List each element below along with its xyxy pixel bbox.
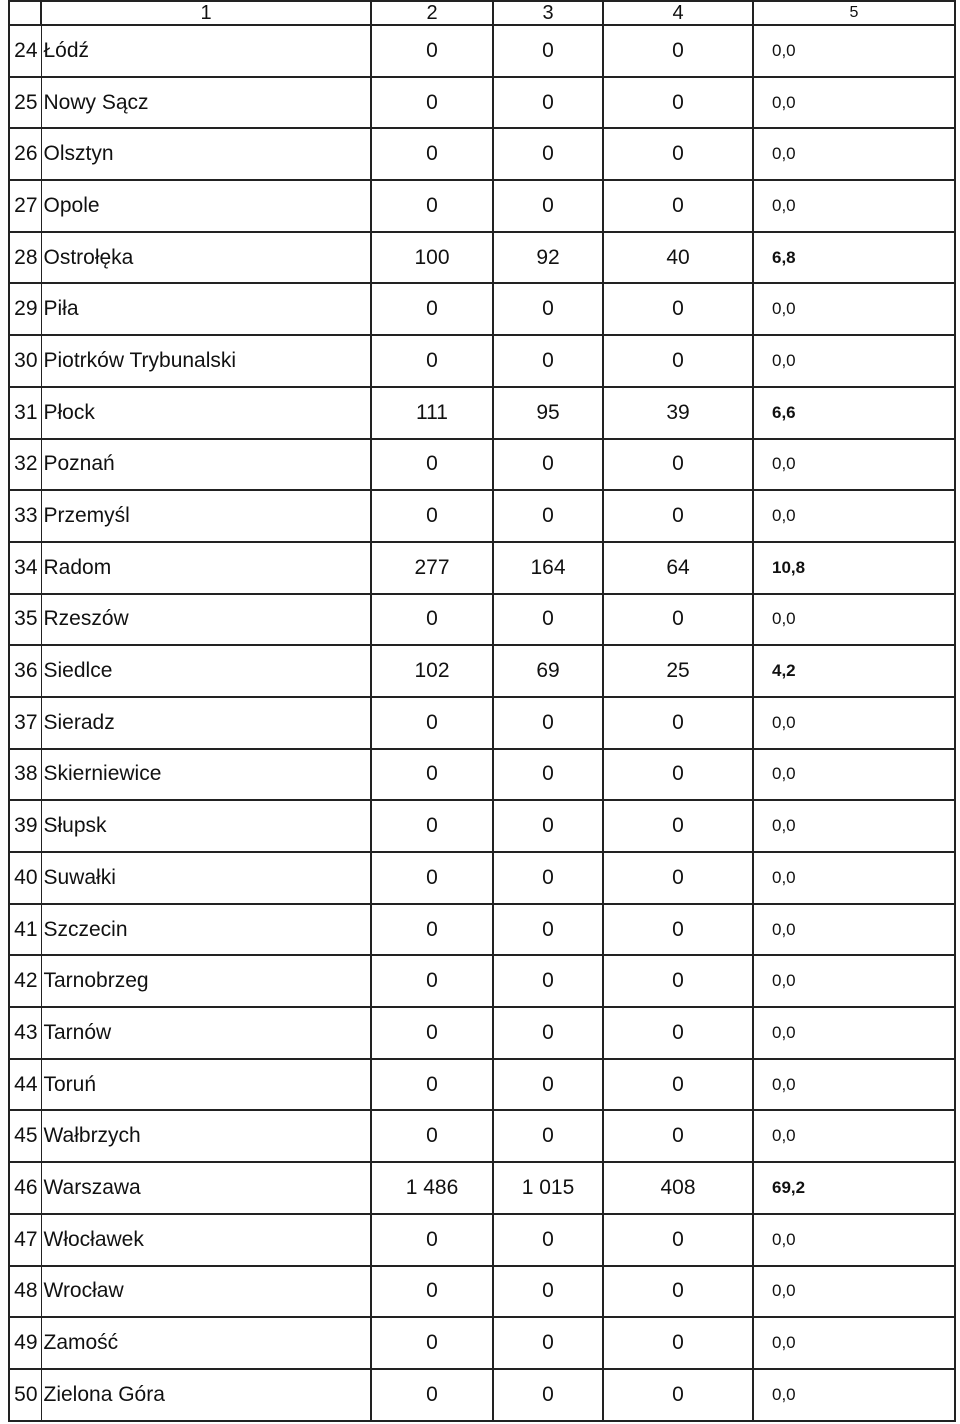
value-col-4: 0 bbox=[603, 335, 753, 387]
row-number: 39 bbox=[9, 800, 41, 852]
value-col-2: 0 bbox=[371, 25, 493, 77]
value-col-3: 0 bbox=[493, 128, 603, 180]
value-col-5: 0,0 bbox=[753, 335, 955, 387]
value-col-2: 0 bbox=[371, 904, 493, 956]
value-col-4: 0 bbox=[603, 490, 753, 542]
row-number: 43 bbox=[9, 1007, 41, 1059]
value-col-3: 95 bbox=[493, 387, 603, 439]
row-number: 33 bbox=[9, 490, 41, 542]
header-col-3: 3 bbox=[493, 1, 603, 25]
value-col-4: 408 bbox=[603, 1162, 753, 1214]
value-col-4: 0 bbox=[603, 749, 753, 801]
value-col-2: 0 bbox=[371, 180, 493, 232]
city-name: Zamość bbox=[41, 1317, 371, 1369]
value-col-5: 0,0 bbox=[753, 490, 955, 542]
value-col-3: 0 bbox=[493, 1110, 603, 1162]
city-name: Nowy Sącz bbox=[41, 77, 371, 129]
value-col-3: 0 bbox=[493, 955, 603, 1007]
city-name: Ostrołęka bbox=[41, 232, 371, 284]
value-col-5: 0,0 bbox=[753, 1266, 955, 1318]
value-col-4: 0 bbox=[603, 283, 753, 335]
table-row bbox=[9, 490, 955, 542]
value-col-4: 0 bbox=[603, 25, 753, 77]
row-number: 47 bbox=[9, 1214, 41, 1266]
value-col-3: 0 bbox=[493, 180, 603, 232]
city-name: Rzeszów bbox=[41, 594, 371, 646]
table-row bbox=[9, 852, 955, 904]
row-number: 50 bbox=[9, 1369, 41, 1421]
value-col-5: 6,6 bbox=[753, 387, 955, 439]
value-col-5: 10,8 bbox=[753, 542, 955, 594]
value-col-3: 0 bbox=[493, 800, 603, 852]
city-name: Poznań bbox=[41, 439, 371, 491]
value-col-2: 111 bbox=[371, 387, 493, 439]
city-name: Tarnobrzeg bbox=[41, 955, 371, 1007]
value-col-2: 0 bbox=[371, 697, 493, 749]
city-name: Warszawa bbox=[41, 1162, 371, 1214]
city-name: Przemyśl bbox=[41, 490, 371, 542]
value-col-3: 0 bbox=[493, 1059, 603, 1111]
row-number: 29 bbox=[9, 283, 41, 335]
value-col-5: 69,2 bbox=[753, 1162, 955, 1214]
header-col-5: 5 bbox=[753, 1, 955, 25]
value-col-3: 0 bbox=[493, 1214, 603, 1266]
row-number: 41 bbox=[9, 904, 41, 956]
city-name: Włocławek bbox=[41, 1214, 371, 1266]
row-number: 32 bbox=[9, 439, 41, 491]
value-col-5: 0,0 bbox=[753, 439, 955, 491]
value-col-5: 0,0 bbox=[753, 283, 955, 335]
city-name: Szczecin bbox=[41, 904, 371, 956]
row-number: 36 bbox=[9, 645, 41, 697]
city-name: Skierniewice bbox=[41, 749, 371, 801]
table-row bbox=[9, 904, 955, 956]
table-row bbox=[9, 749, 955, 801]
value-col-4: 0 bbox=[603, 77, 753, 129]
value-col-5: 0,0 bbox=[753, 955, 955, 1007]
table-row bbox=[9, 128, 955, 180]
city-name: Sieradz bbox=[41, 697, 371, 749]
table-row bbox=[9, 594, 955, 646]
value-col-5: 6,8 bbox=[753, 232, 955, 284]
value-col-2: 0 bbox=[371, 852, 493, 904]
value-col-5: 4,2 bbox=[753, 645, 955, 697]
value-col-3: 1 015 bbox=[493, 1162, 603, 1214]
value-col-5: 0,0 bbox=[753, 1007, 955, 1059]
row-number: 27 bbox=[9, 180, 41, 232]
row-number: 49 bbox=[9, 1317, 41, 1369]
value-col-5: 0,0 bbox=[753, 1214, 955, 1266]
row-number: 30 bbox=[9, 335, 41, 387]
value-col-4: 0 bbox=[603, 1369, 753, 1421]
table-row bbox=[9, 1266, 955, 1318]
header-row bbox=[9, 1, 955, 25]
value-col-2: 0 bbox=[371, 800, 493, 852]
city-name: Wrocław bbox=[41, 1266, 371, 1318]
value-col-5: 0,0 bbox=[753, 1059, 955, 1111]
city-name: Płock bbox=[41, 387, 371, 439]
table-row bbox=[9, 1162, 955, 1214]
city-name: Tarnów bbox=[41, 1007, 371, 1059]
value-col-3: 0 bbox=[493, 904, 603, 956]
city-name: Łódź bbox=[41, 25, 371, 77]
value-col-2: 100 bbox=[371, 232, 493, 284]
table-row bbox=[9, 335, 955, 387]
value-col-4: 0 bbox=[603, 439, 753, 491]
value-col-2: 0 bbox=[371, 749, 493, 801]
value-col-2: 0 bbox=[371, 594, 493, 646]
value-col-4: 40 bbox=[603, 232, 753, 284]
value-col-2: 0 bbox=[371, 1110, 493, 1162]
city-name: Słupsk bbox=[41, 800, 371, 852]
value-col-2: 0 bbox=[371, 335, 493, 387]
row-number: 38 bbox=[9, 749, 41, 801]
city-name: Wałbrzych bbox=[41, 1110, 371, 1162]
value-col-3: 69 bbox=[493, 645, 603, 697]
value-col-4: 0 bbox=[603, 800, 753, 852]
header-col-1: 1 bbox=[41, 1, 371, 25]
value-col-4: 0 bbox=[603, 904, 753, 956]
value-col-3: 0 bbox=[493, 1317, 603, 1369]
city-name: Olsztyn bbox=[41, 128, 371, 180]
value-col-2: 277 bbox=[371, 542, 493, 594]
table-row bbox=[9, 1059, 955, 1111]
table-row bbox=[9, 1110, 955, 1162]
table-row bbox=[9, 387, 955, 439]
table-row bbox=[9, 25, 955, 77]
table-row bbox=[9, 697, 955, 749]
value-col-2: 0 bbox=[371, 439, 493, 491]
value-col-3: 164 bbox=[493, 542, 603, 594]
value-col-4: 0 bbox=[603, 1266, 753, 1318]
value-col-3: 0 bbox=[493, 1369, 603, 1421]
header-corner bbox=[9, 1, 41, 25]
table-row bbox=[9, 1369, 955, 1421]
value-col-3: 0 bbox=[493, 77, 603, 129]
value-col-2: 0 bbox=[371, 490, 493, 542]
value-col-5: 0,0 bbox=[753, 852, 955, 904]
value-col-2: 0 bbox=[371, 128, 493, 180]
value-col-5: 0,0 bbox=[753, 1369, 955, 1421]
value-col-4: 39 bbox=[603, 387, 753, 439]
city-name: Piła bbox=[41, 283, 371, 335]
value-col-2: 0 bbox=[371, 77, 493, 129]
row-number: 25 bbox=[9, 77, 41, 129]
table-row bbox=[9, 232, 955, 284]
value-col-2: 0 bbox=[371, 1007, 493, 1059]
row-number: 48 bbox=[9, 1266, 41, 1318]
header-col-2: 2 bbox=[371, 1, 493, 25]
table-row bbox=[9, 283, 955, 335]
table-row bbox=[9, 1317, 955, 1369]
value-col-5: 0,0 bbox=[753, 749, 955, 801]
value-col-4: 0 bbox=[603, 852, 753, 904]
row-number: 46 bbox=[9, 1162, 41, 1214]
row-number: 42 bbox=[9, 955, 41, 1007]
value-col-2: 102 bbox=[371, 645, 493, 697]
value-col-5: 0,0 bbox=[753, 180, 955, 232]
city-name: Radom bbox=[41, 542, 371, 594]
value-col-5: 0,0 bbox=[753, 1317, 955, 1369]
value-col-2: 0 bbox=[371, 1059, 493, 1111]
value-col-4: 0 bbox=[603, 180, 753, 232]
value-col-3: 0 bbox=[493, 594, 603, 646]
value-col-5: 0,0 bbox=[753, 697, 955, 749]
row-number: 45 bbox=[9, 1110, 41, 1162]
value-col-3: 0 bbox=[493, 335, 603, 387]
table-row bbox=[9, 645, 955, 697]
row-number: 37 bbox=[9, 697, 41, 749]
value-col-4: 0 bbox=[603, 594, 753, 646]
table-row bbox=[9, 180, 955, 232]
table-row bbox=[9, 439, 955, 491]
value-col-4: 0 bbox=[603, 128, 753, 180]
row-number: 34 bbox=[9, 542, 41, 594]
value-col-4: 0 bbox=[603, 1007, 753, 1059]
value-col-2: 0 bbox=[371, 1266, 493, 1318]
value-col-5: 0,0 bbox=[753, 594, 955, 646]
value-col-3: 0 bbox=[493, 439, 603, 491]
data-table bbox=[8, 0, 956, 1422]
value-col-5: 0,0 bbox=[753, 128, 955, 180]
value-col-3: 0 bbox=[493, 852, 603, 904]
value-col-3: 0 bbox=[493, 749, 603, 801]
value-col-5: 0,0 bbox=[753, 904, 955, 956]
value-col-4: 0 bbox=[603, 1214, 753, 1266]
value-col-4: 0 bbox=[603, 955, 753, 1007]
value-col-3: 0 bbox=[493, 1266, 603, 1318]
value-col-5: 0,0 bbox=[753, 800, 955, 852]
value-col-3: 0 bbox=[493, 25, 603, 77]
row-number: 26 bbox=[9, 128, 41, 180]
row-number: 44 bbox=[9, 1059, 41, 1111]
city-name: Piotrków Trybunalski bbox=[41, 335, 371, 387]
value-col-2: 1 486 bbox=[371, 1162, 493, 1214]
table-row bbox=[9, 77, 955, 129]
table-row bbox=[9, 542, 955, 594]
city-name: Zielona Góra bbox=[41, 1369, 371, 1421]
row-number: 35 bbox=[9, 594, 41, 646]
table-row bbox=[9, 1214, 955, 1266]
value-col-4: 25 bbox=[603, 645, 753, 697]
value-col-5: 0,0 bbox=[753, 25, 955, 77]
value-col-3: 0 bbox=[493, 697, 603, 749]
value-col-3: 0 bbox=[493, 1007, 603, 1059]
city-name: Opole bbox=[41, 180, 371, 232]
table-row bbox=[9, 1007, 955, 1059]
value-col-4: 64 bbox=[603, 542, 753, 594]
value-col-5: 0,0 bbox=[753, 77, 955, 129]
value-col-4: 0 bbox=[603, 697, 753, 749]
value-col-4: 0 bbox=[603, 1317, 753, 1369]
row-number: 31 bbox=[9, 387, 41, 439]
value-col-2: 0 bbox=[371, 1317, 493, 1369]
value-col-2: 0 bbox=[371, 1369, 493, 1421]
value-col-4: 0 bbox=[603, 1110, 753, 1162]
table-row bbox=[9, 955, 955, 1007]
header-col-4: 4 bbox=[603, 1, 753, 25]
row-number: 24 bbox=[9, 25, 41, 77]
value-col-3: 92 bbox=[493, 232, 603, 284]
value-col-4: 0 bbox=[603, 1059, 753, 1111]
table-row bbox=[9, 800, 955, 852]
value-col-3: 0 bbox=[493, 490, 603, 542]
city-name: Suwałki bbox=[41, 852, 371, 904]
row-number: 28 bbox=[9, 232, 41, 284]
value-col-5: 0,0 bbox=[753, 1110, 955, 1162]
value-col-2: 0 bbox=[371, 283, 493, 335]
row-number: 40 bbox=[9, 852, 41, 904]
value-col-2: 0 bbox=[371, 1214, 493, 1266]
city-name: Toruń bbox=[41, 1059, 371, 1111]
city-name: Siedlce bbox=[41, 645, 371, 697]
value-col-3: 0 bbox=[493, 283, 603, 335]
value-col-2: 0 bbox=[371, 955, 493, 1007]
